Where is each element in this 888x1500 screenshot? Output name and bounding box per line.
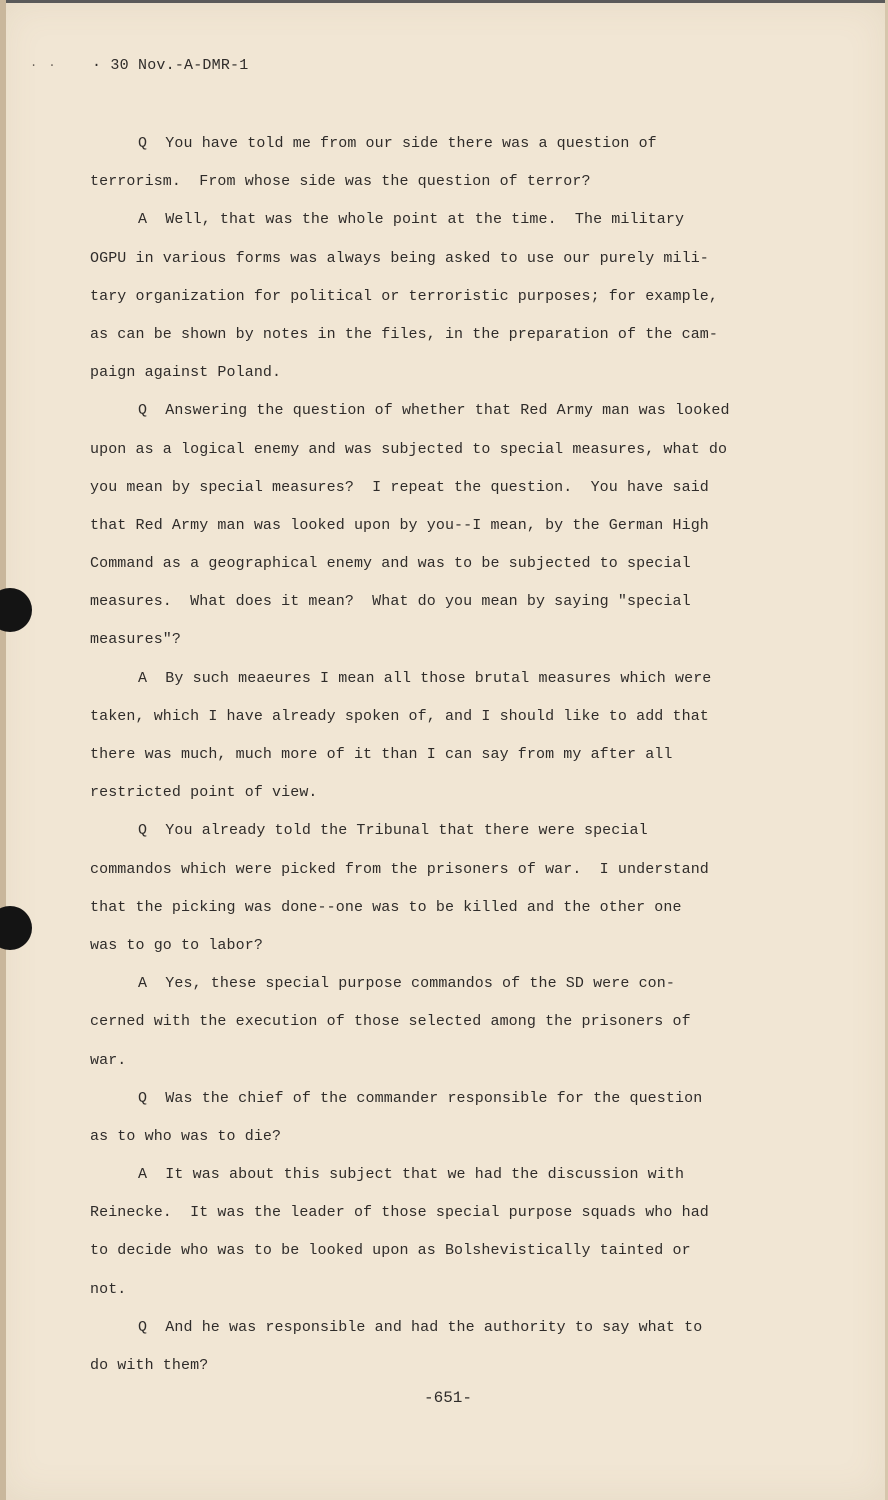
top-edge (0, 0, 888, 3)
text-line: Q Was the chief of the commander responsible for the question (138, 1089, 703, 1107)
text-line: as can be shown by notes in the files, in the preparation of the cam- (90, 325, 719, 343)
text-line: restricted point of view. (90, 784, 318, 802)
transcript-body (90, 125, 770, 1385)
text-line: A Well, that was the whole point at the time. The military (138, 211, 685, 229)
text-line: terrorism. From whose side was the question of terror? (90, 173, 591, 191)
punch-hole (0, 906, 32, 950)
text-line: that the picking was done--one was to be killed and the other one (90, 898, 682, 916)
text-line: Q And he was responsible and had the authority to say what to (138, 1318, 703, 1336)
text-line: Q Answering the question of whether that Red Army man was looked (138, 402, 730, 420)
text-line: to decide who was to be looked upon as Bolshevistically tainted or (90, 1242, 691, 1260)
text-line: as to who was to die? (90, 1127, 282, 1145)
text-line: do with them? (90, 1357, 209, 1374)
punch-hole (0, 588, 32, 632)
text-line: A By such meaeures I mean all those brutal measures which were (138, 669, 712, 687)
text-line: A Yes, these special purpose commandos of the SD were con- (138, 975, 675, 993)
text-line: commandos which were picked from the prisoners of war. I understand (90, 860, 709, 878)
text-line: there was much, much more of it than I can say from my after all (90, 746, 673, 763)
text-line: measures. What does it mean? What do you mean by saying "special (90, 593, 691, 611)
text-line: was to go to labor? (90, 936, 263, 954)
text-line: Q You already told the Tribunal that there were special (138, 822, 648, 840)
text-line: A It was about this subject that we had the discussion with (138, 1166, 685, 1184)
header-marks: . . (30, 56, 58, 70)
page-reference: · 30 Nov.-A-DMR-1 (92, 57, 249, 74)
text-line: Command as a geographical enemy and was to be subjected to special (90, 555, 691, 573)
text-line: measures"? (90, 631, 182, 649)
text-line: tary organization for political or terroristic purposes; for example, (90, 287, 719, 305)
text-line: cerned with the execution of those selected among the prisoners of (90, 1013, 691, 1031)
text-line: you mean by special measures? I repeat the question. You have said (90, 478, 709, 496)
text-line: OGPU in various forms was always being asked to use our purely mili- (90, 249, 709, 267)
text-line: not. (90, 1280, 127, 1298)
text-line: Reinecke. It was the leader of those special purpose squads who had (90, 1204, 709, 1222)
left-edge (0, 0, 6, 1500)
text-line: Q You have told me from our side there was a question of (138, 135, 657, 152)
text-line: that Red Army man was looked upon by you--I mean, by the German High (90, 516, 709, 534)
text-line: taken, which I have already spoken of, and I should like to add that (90, 707, 709, 725)
text-line: upon as a logical enemy and was subjected to special measures, what do (90, 440, 728, 458)
page-number: -651- (423, 1389, 472, 1407)
text-line: war. (90, 1051, 127, 1069)
text-line: paign against Poland. (90, 364, 282, 382)
